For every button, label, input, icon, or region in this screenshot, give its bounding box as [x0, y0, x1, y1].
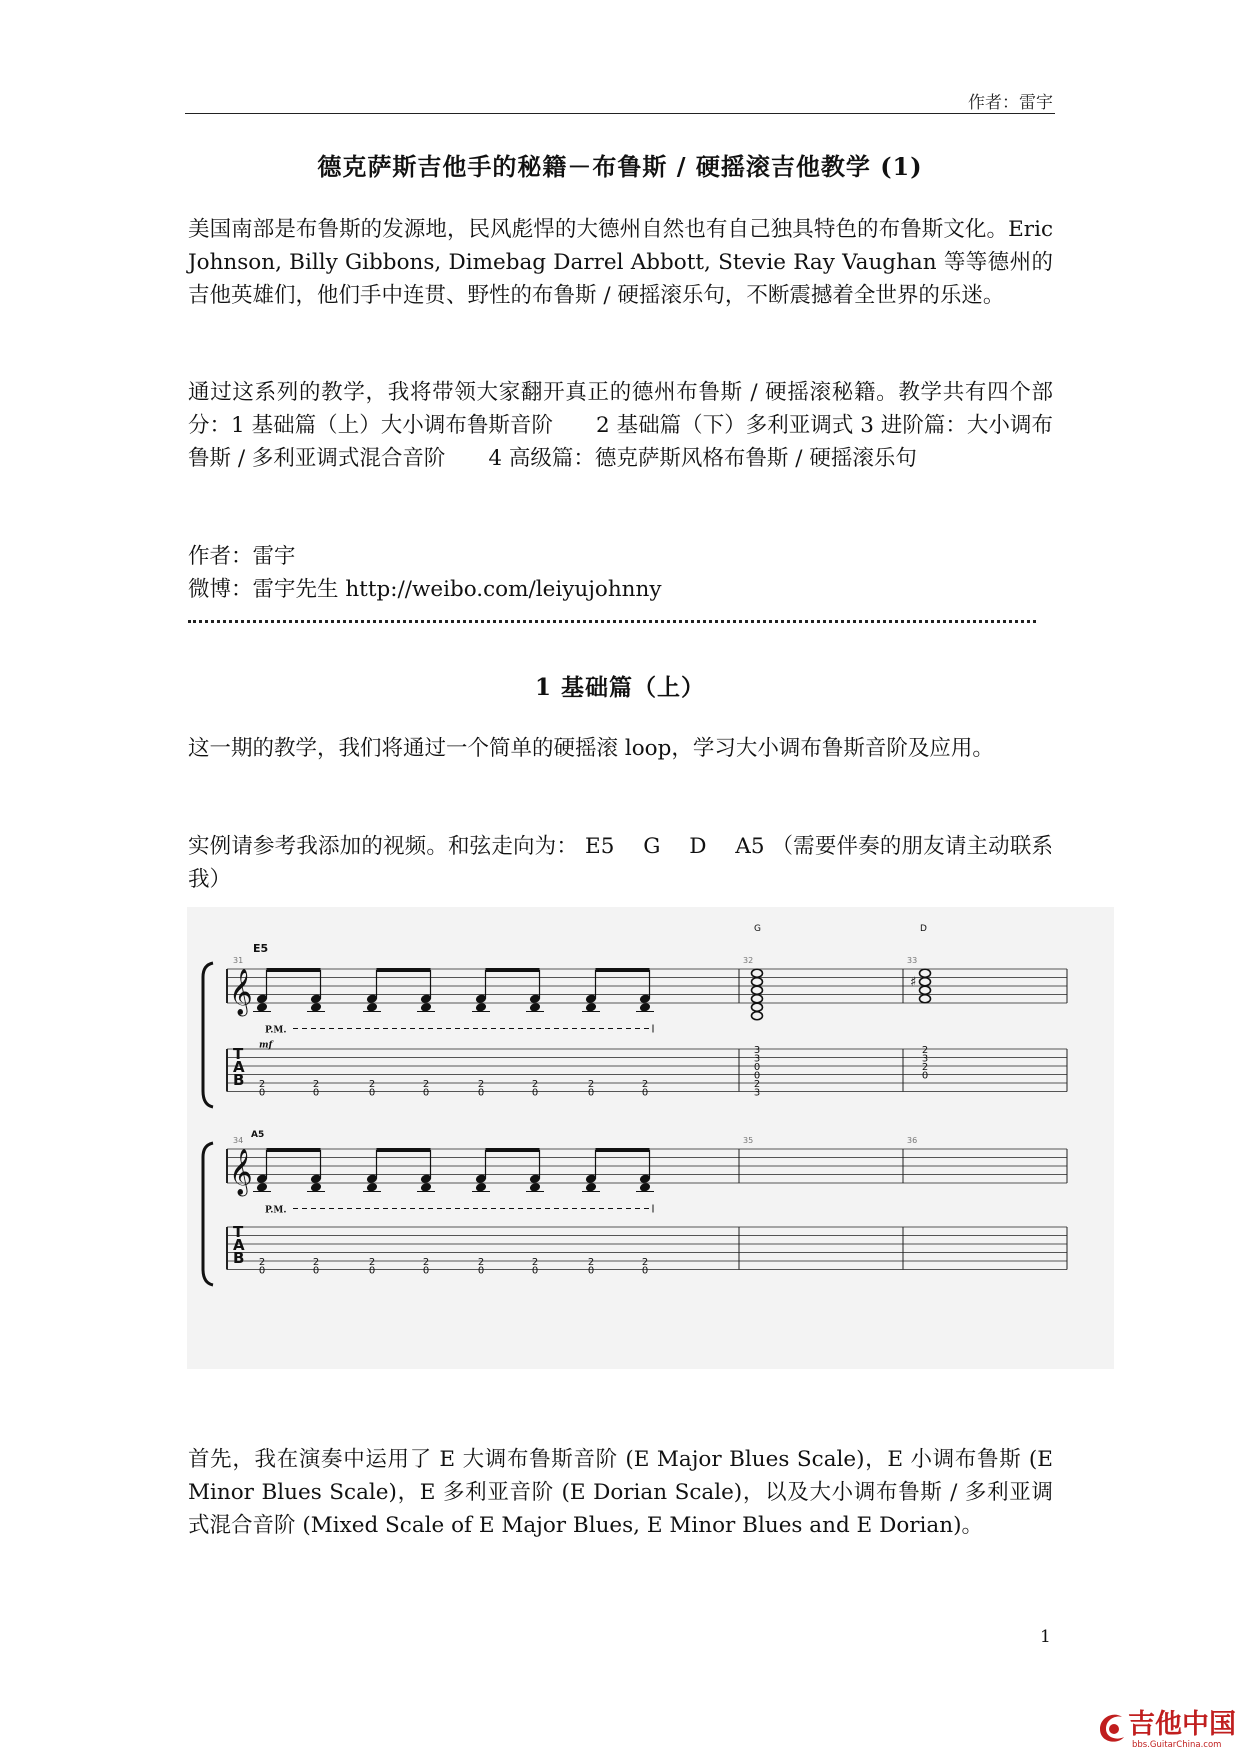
- measure-number: 36: [907, 1136, 918, 1145]
- palm-mute-label: P.M.: [265, 1205, 287, 1216]
- tab-fret: 3: [921, 1053, 929, 1065]
- system-bracket: [203, 1143, 213, 1285]
- tab-clef-letter: B: [233, 1249, 245, 1267]
- tab-fret: 2: [753, 1079, 761, 1090]
- tab-fret: 0: [312, 1087, 320, 1099]
- tab-fret: 2: [587, 1257, 595, 1268]
- tab-fret: 2: [587, 1079, 595, 1090]
- dotted-separator: [188, 620, 1036, 623]
- tab-clef-letter: B: [233, 1071, 245, 1089]
- logo-text: 吉他中国: [1128, 1709, 1236, 1740]
- tab-clef-letter: A: [233, 1058, 245, 1076]
- section-paragraph-1: 这一期的教学，我们将通过一个简单的硬摇滚 loop，学习大小调布鲁斯音阶及应用。: [188, 736, 994, 761]
- tab-fret: 0: [258, 1087, 266, 1099]
- tab-fret: 2: [422, 1079, 430, 1090]
- tab-fret: 0: [531, 1265, 539, 1277]
- tab-fret: 3: [753, 1045, 761, 1056]
- tab-fret: 3: [753, 1087, 761, 1099]
- tab-fret: 0: [921, 1070, 929, 1082]
- score-notation: [187, 907, 1114, 1369]
- tab-fret: 0: [368, 1087, 376, 1099]
- beam: [596, 1148, 650, 1152]
- whole-note-head: [752, 978, 763, 986]
- beam: [377, 1148, 431, 1152]
- tab-fret: 2: [531, 1079, 539, 1090]
- tab-fret: 2: [312, 1079, 320, 1090]
- tab-fret: 0: [641, 1265, 649, 1277]
- chord-label-g: G: [754, 924, 761, 934]
- whole-note-head: [920, 986, 931, 994]
- tab-fret: 2: [477, 1257, 485, 1268]
- tab-fret: 2: [422, 1257, 430, 1268]
- tab-fret: 0: [312, 1265, 320, 1277]
- tab-fret: 2: [641, 1257, 649, 1268]
- intro-paragraph-2: 通过这系列的教学，我将带领大家翻开真正的德州布鲁斯 / 硬摇滚秘籍。教学共有四个部分：1 基础篇（上）大小调布鲁斯音阶 2 基础篇（下）多利亚调式 3 进阶篇：大小调布鲁斯 / 多利亚调式混合音阶 4 高级篇：德克萨斯风格布鲁斯 / 硬摇滚乐句: [188, 380, 1053, 471]
- whole-note-head: [752, 969, 763, 977]
- treble-clef-icon: 𝄞: [229, 969, 253, 1015]
- tab-clef-letter: T: [233, 1045, 244, 1063]
- logo-subtext: bbs.GuitarChina.com: [1132, 1740, 1222, 1750]
- dynamic-marking: mf: [259, 1040, 273, 1051]
- tab-fret: 0: [477, 1265, 485, 1277]
- tab-fret: 0: [587, 1087, 595, 1099]
- chord-label-d: D: [920, 924, 927, 934]
- header-author: 作者：雷宇: [968, 93, 1053, 113]
- tab-fret: 0: [422, 1087, 430, 1099]
- chord-label-e5: E5: [253, 942, 269, 955]
- tab-fret: 2: [531, 1257, 539, 1268]
- tab-fret: 2: [641, 1079, 649, 1090]
- beam: [377, 968, 431, 972]
- tab-fret: 2: [258, 1257, 266, 1268]
- whole-note-head: [920, 995, 931, 1003]
- tab-clef-letter: A: [233, 1236, 245, 1254]
- tab-fret: 2: [921, 1045, 929, 1056]
- beam: [486, 1148, 540, 1152]
- tab-fret: 2: [368, 1079, 376, 1090]
- tab-fret: 0: [258, 1265, 266, 1277]
- treble-clef-icon: 𝄞: [229, 1149, 253, 1195]
- tab-fret: 0: [368, 1265, 376, 1277]
- measure-number: 34: [233, 1136, 244, 1145]
- tab-fret: 0: [587, 1265, 595, 1277]
- tab-fret: 0: [477, 1087, 485, 1099]
- whole-note-head: [920, 978, 931, 986]
- sharp-icon: ♯: [910, 974, 917, 990]
- site-logo: [1092, 1705, 1236, 1751]
- beam: [486, 968, 540, 972]
- author-line: 作者：雷宇: [188, 544, 296, 569]
- measure-number: 32: [743, 956, 754, 965]
- measure-number: 33: [907, 956, 918, 965]
- section-paragraph-2: 实例请参考我添加的视频。和弦走向为： E5 G D A5 （需要伴奏的朋友请主动联系我）: [188, 834, 1053, 892]
- tab-fret: 2: [477, 1079, 485, 1090]
- chord-label-a5: A5: [251, 1130, 265, 1140]
- measure-number: 31: [233, 956, 244, 965]
- header-divider: [185, 113, 1055, 114]
- whole-note-head: [752, 986, 763, 994]
- beam: [267, 968, 321, 972]
- system-bracket: [203, 963, 213, 1107]
- whole-note-head: [752, 995, 763, 1003]
- section-title: 1 基础篇（上）: [534, 674, 705, 701]
- tab-fret: 2: [312, 1257, 320, 1268]
- measure-number: 35: [743, 1136, 754, 1145]
- tab-fret: 2: [921, 1062, 929, 1073]
- whole-note-head: [752, 1012, 763, 1020]
- tab-fret: 0: [753, 1062, 761, 1073]
- page-number: 1: [1040, 1627, 1051, 1647]
- tab-fret: 0: [753, 1070, 761, 1082]
- tab-fret: 2: [368, 1257, 376, 1268]
- beam: [267, 1148, 321, 1152]
- whole-note-head: [920, 969, 931, 977]
- tab-fret: 2: [258, 1079, 266, 1090]
- tab-fret: 3: [753, 1053, 761, 1065]
- tab-fret: 0: [422, 1265, 430, 1277]
- tab-clef-letter: T: [233, 1223, 244, 1241]
- document-title: 德克萨斯吉他手的秘籍－布鲁斯 / 硬摇滚吉他教学 (1): [317, 152, 923, 181]
- tab-fret: 0: [641, 1087, 649, 1099]
- palm-mute-label: P.M.: [265, 1025, 287, 1036]
- beam: [596, 968, 650, 972]
- guitar-score: [187, 907, 1114, 1369]
- whole-note-head: [752, 1003, 763, 1011]
- section-paragraph-3: 首先，我在演奏中运用了 E 大调布鲁斯音阶 (E Major Blues Scale)，E 小调布鲁斯 (E Minor Blues Scale)，E 多利亚音阶 (E Dorian Scale)，以及大小调布鲁斯 / 多利亚调式混合音阶 (Mixed Scale of E Major Blues, E Minor Blues and E Dorian)。: [188, 1447, 1053, 1538]
- tab-fret: 0: [531, 1087, 539, 1099]
- intro-paragraph-1: 美国南部是布鲁斯的发源地，民风彪悍的大德州自然也有自己独具特色的布鲁斯文化。Eric Johnson, Billy Gibbons, Dimebag Darrel Abbott, Stevie Ray Vaughan 等等德州的吉他英雄们，他们手中连贯、野性的布鲁斯 / 硬摇滚乐句，不断震撼着全世界的乐迷。: [188, 217, 1053, 308]
- weibo-line: 微博：雷宇先生 http://weibo.com/leiyujohnny: [188, 577, 662, 602]
